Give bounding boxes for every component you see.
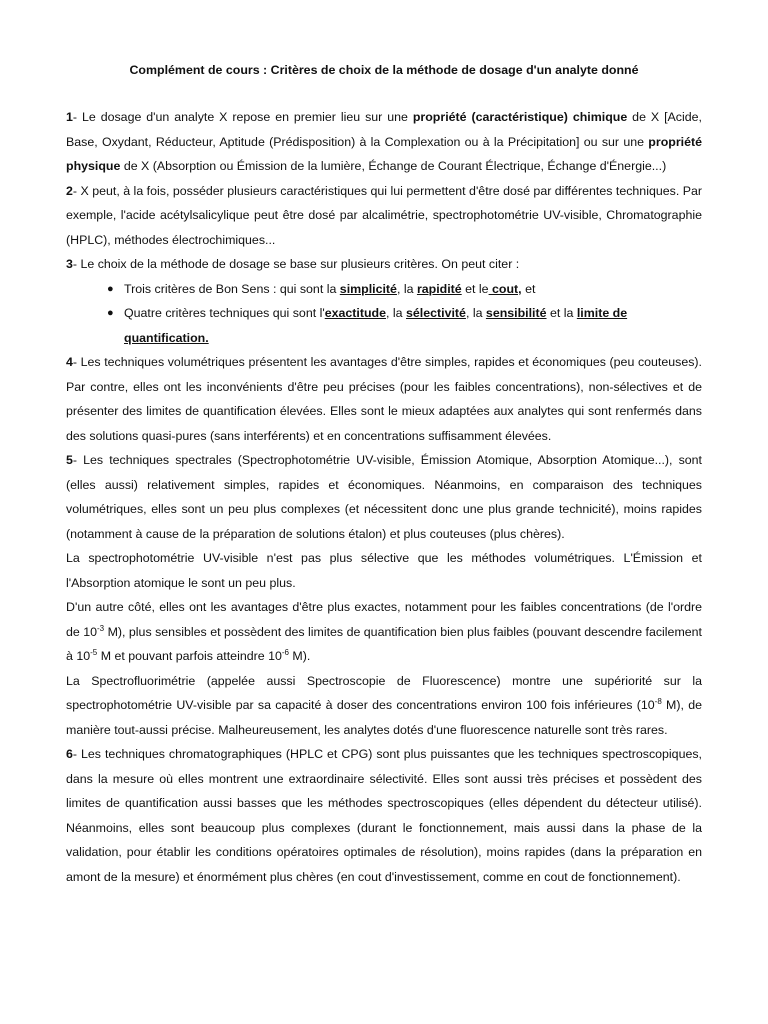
text-run: M et pouvant parfois atteindre 10 xyxy=(97,649,282,663)
exponent: -8 xyxy=(654,697,662,706)
list-item xyxy=(66,301,702,350)
text-run: de X (Absorption ou Émission de la lumière, Échange de Courant Électrique, Échange d'Énergie...) xyxy=(120,159,667,173)
text-run: - Les techniques spectrales (Spectrophotométrie UV-visible, Émission Atomique, Absorption Atomique...), sont (elles aussi) relativement simples, rapides et économiques. Néanmoins, en comparaison des techniques volumétriques, elles sont un peu plus complexes (et nécessitent donc une plus grande technicité), moins rapides (notamment à cause de la préparation de solutions étalon) et plus couteuses (plus chères). xyxy=(66,453,702,541)
text-run: , la xyxy=(386,306,406,320)
list-item xyxy=(66,277,702,302)
text-run: et la xyxy=(546,306,577,320)
paragraph-number: 6 xyxy=(66,747,73,761)
document-body xyxy=(66,105,702,889)
text-run: La Spectrofluorimétrie (appelée aussi Spectroscopie de Fluorescence) montre une supériorité sur la spectrophotométrie UV-visible par sa capacité à doser des concentrations environ 100 fois inférieures (10 xyxy=(66,673,702,712)
underlined-term: sélectivité xyxy=(406,306,466,320)
paragraph-4 xyxy=(66,350,702,448)
text-run: , la xyxy=(396,281,417,296)
paragraph-3 xyxy=(66,252,702,277)
bullet-icon: ● xyxy=(107,307,114,319)
text-run: et le xyxy=(461,281,489,296)
text-run: M), de manière tout-aussi précise. Malheureusement, les analytes dotés d'une fluorescence naturelle sont très rares. xyxy=(66,698,702,737)
underlined-term: rapidité xyxy=(416,281,462,296)
text-run: M). xyxy=(288,649,311,663)
paragraph-number: 1 xyxy=(66,110,73,124)
paragraph-5c xyxy=(66,595,702,669)
criteria-list xyxy=(66,277,702,351)
exponent: -6 xyxy=(281,648,289,657)
bullet-icon: ● xyxy=(107,282,114,295)
exponent: -5 xyxy=(90,648,98,657)
text-run: et xyxy=(521,281,536,296)
text-run: - Le choix de la méthode de dosage se base sur plusieurs critères. On peut citer : xyxy=(72,257,520,271)
paragraph-number: 5 xyxy=(66,453,73,467)
text-run: de X [Acide, Base, Oxydant, Réducteur, Aptitude (Prédisposition) à la Complexation ou à la Précipitation] ou sur une xyxy=(66,110,702,149)
underlined-term: simplicité xyxy=(339,281,397,296)
paragraph-5b: La spectrophotométrie UV-visible n'est pas plus sélective que les méthodes volumétriques. L'Émission et l'Absorption atomique le sont un peu plus. xyxy=(66,551,702,590)
text-run: - Les techniques chromatographiques (HPLC et CPG) sont plus puissantes que les techniques spectroscopiques, dans la mesure où elles montrent une extraordinaire sélectivité. Elles sont aussi très précises et possèdent des limites de quantification aussi basses que les méthodes spectroscopiques (elles dépendent du détecteur utilisé). Néanmoins, elles sont beaucoup plus complexes (durant le fonctionnement, mais aussi dans la phase de la validation, pour établir les conditions opératoires optimales de résolution), moins rapides (dans la préparation en amont de la mesure) et énormément plus chères (en cout d'investissement, comme en cout de fonctionnement). xyxy=(66,747,702,884)
text-run: M), plus sensibles et possèdent des limites de quantification bien plus faibles (pouvant descendre facilement à 10 xyxy=(66,624,702,663)
paragraph-5d xyxy=(66,669,702,743)
paragraph-2 xyxy=(66,179,702,253)
paragraph-6 xyxy=(66,742,702,889)
text-run: - X peut, à la fois, posséder plusieurs caractéristiques qui lui permettent d'être dosé par différentes techniques. Par exemple, l'acide acétylsalicylique peut être dosé par alcalimétrie, spectrophotométrie UV-visible, Chromatographie (HPLC), méthodes électrochimiques... xyxy=(66,183,702,247)
bold-term: propriété (caractéristique) chimique xyxy=(412,110,628,124)
paragraph-number: 4 xyxy=(66,355,73,369)
paragraph-5 xyxy=(66,448,702,546)
text-run: , la xyxy=(465,306,486,320)
text-run: - Le dosage d'un analyte X repose en premier lieu sur une xyxy=(72,110,413,124)
paragraph-number: 2 xyxy=(66,183,73,198)
underlined-term: exactitude xyxy=(324,306,387,320)
underlined-term: limite de quantification. xyxy=(124,306,628,345)
bold-term: propriété physique xyxy=(66,134,702,173)
paragraph-1 xyxy=(66,105,702,179)
text-run: D'un autre côté, elles ont les avantages d'être plus exactes, notamment pour les faibles concentrations (de l'ordre de 10 xyxy=(66,600,702,639)
text-run: Trois critères de Bon Sens : qui sont la xyxy=(124,281,340,296)
underlined-term: cout, xyxy=(488,281,522,296)
text-run: - Les techniques volumétriques présentent les avantages d'être simples, rapides et économiques (peu couteuses). Par contre, elles ont les inconvénients d'être peu précises (pour les faibles concentrations), non-sélectives et de présenter des limites de quantification élevées. Elles sont le mieux adaptées aux analytes qui sont renfermés dans des solutions quasi-pures (sans interférents) et en concentrations suffisamment élevées. xyxy=(66,355,702,443)
underlined-term: sensibilité xyxy=(485,306,547,320)
page-title: Complément de cours : Critères de choix de la méthode de dosage d'un analyte donné xyxy=(129,63,639,77)
text-run: Quatre critères techniques qui sont l' xyxy=(124,306,325,320)
exponent: -3 xyxy=(97,623,105,633)
paragraph-number: 3 xyxy=(66,257,73,271)
